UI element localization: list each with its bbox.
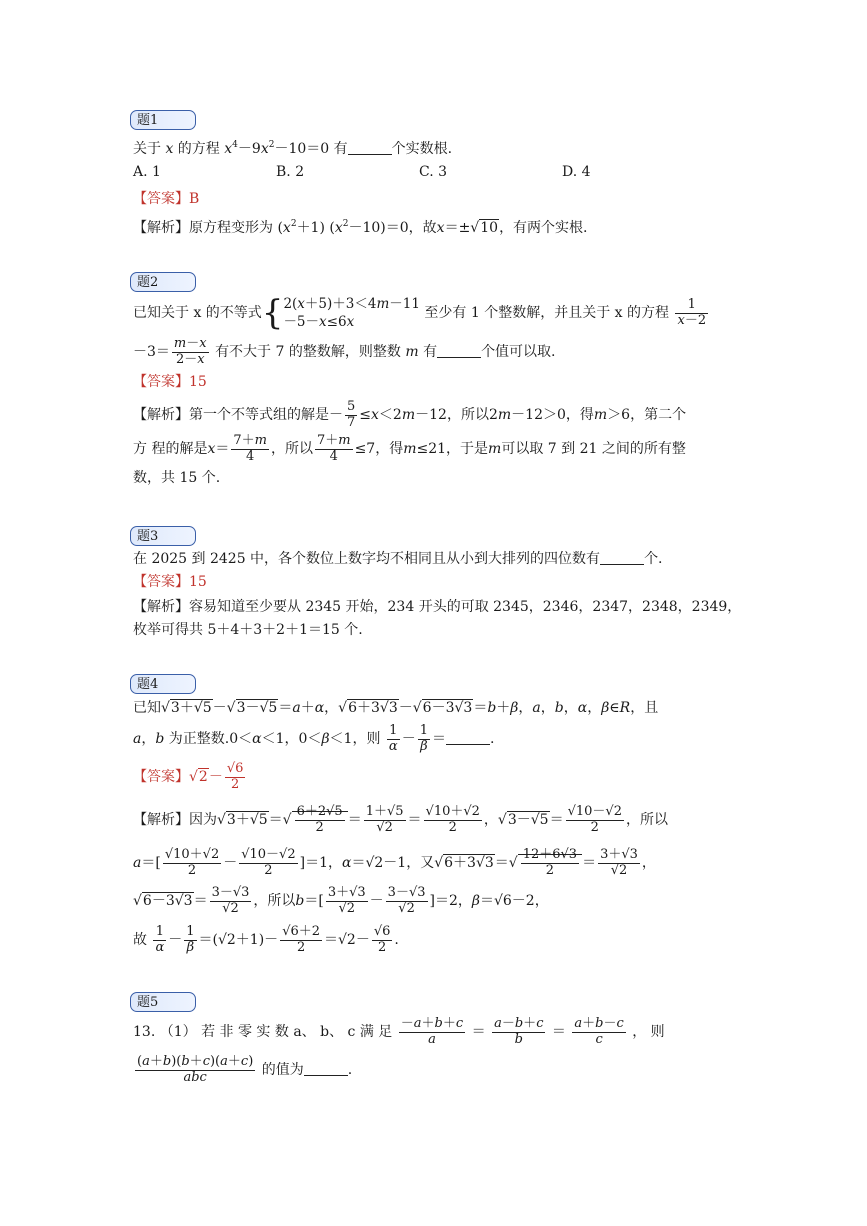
- q3-analysis-line2: 枚举可得共 5＋4＋3＋2＋1＝15 个.: [133, 622, 363, 638]
- question-tag-2: 题2: [130, 272, 196, 292]
- q2-analysis-line2: 方 程的解是x＝ $\frac{7+m}{4}$ ，所以 $\frac{7+m}{4}$ ≤7，得m≤21，于是m可以取 7 到 21 之间的所有整: [133, 432, 686, 464]
- q4-analysis-line2: a＝[ $\frac{√10+√2}{2}$ － $\frac{√10-√2}{2}$ ]＝1，α＝√2－1，又√6＋3√3＝√ $\frac{12+6√3}{2}$ ＝ $\frac{3+√3}{√2}$ ，: [133, 846, 656, 878]
- question-tag-5: 题5: [130, 992, 196, 1012]
- q1-stem: 关于 x 的方程 $x^4-9x^2-10=0$ 有 个实数根.: [133, 140, 453, 157]
- question-tag-4: 题4: [130, 674, 196, 694]
- q3-stem: 在 2025 到 2425 中，各个数位上数字均不相同且从小到大排列的四位数有 个.: [133, 551, 663, 567]
- q1-answer: 【答案】B: [133, 191, 200, 207]
- q1-analysis: 【解析】原方程变形为 $(x^2+1)$ $(x^2-10)=0$，故x＝±√10，有两个实根.: [133, 219, 588, 236]
- q4-analysis-line4: 故 $\frac{1}{\alpha}$ － $\frac{1}{\beta}$ ＝(√2＋1)－ $\frac{√6+2}{2}$ ＝√2－ $\frac{√6}{2}$ .: [133, 923, 399, 955]
- q1-options: [133, 162, 705, 182]
- q2-stem-line2: －3＝ $\frac{m-x}{2-x}$ 有不大于 7 的整数解，则整数 m 有 个值可以取.: [133, 335, 556, 367]
- q5-stem-line2: $\frac{(a+b)(b+c)(a+c)}{\text{abc}}$ 的值为 .: [137, 1053, 353, 1085]
- q4-analysis-line1: 【解析】因为√3＋√5＝√ $\frac{6+2√5}{2}$ ＝ $\frac{1+√5}{√2}$ ＝ $\frac{√10+√2}{2}$ ，√3－√5＝ $\frac{√10-√2}{2}$ ，所以: [133, 803, 668, 835]
- option-c: C. 3: [419, 164, 448, 180]
- q2-analysis-line3: 数，共 15 个.: [133, 470, 221, 486]
- option-a: A. 1: [133, 164, 161, 180]
- q4-answer: 【答案】√2－ $\frac{√6}{2}$: [133, 760, 244, 792]
- q4-analysis-line3: √6－3√3＝ $\frac{3-√3}{√2}$ ，所以b＝[ $\frac{3+√3}{√2}$ － $\frac{3-√3}{√2}$ ]＝2，β＝√6－2，: [133, 884, 549, 916]
- q3-answer: 【答案】15: [133, 574, 207, 590]
- option-d: D. 4: [562, 164, 591, 180]
- q2-answer: 【答案】15: [133, 374, 207, 390]
- q3-analysis-line1: 【解析】容易知道至少要从 2345 开始，234 开头的可取 2345，2346，2347，2348，2349，: [133, 599, 742, 615]
- q5-stem-line1: 13. （1） 若 非 零 实 数 a、 b、 c 满 足 $\frac{-a+b+c}{a}$ ＝ $\frac{a-b+c}{b}$ ＝ $\frac{a+b-c}{c}$ ， 则: [133, 1015, 665, 1047]
- answer-blank: [348, 141, 392, 155]
- q2-stem-line1: 已知关于 x 的不等式{ 2(x＋5)＋3＜4m－11 －5－x≤6x 至少有 1 个整数解，并且关于 x 的方程 $\frac{1}{x-2}$: [133, 293, 707, 333]
- question-tag-3: 题3: [130, 526, 196, 546]
- q4-stem-line1: 已知√3＋√5－√3－√5＝a＋α，√6＋3√3－√6－3√3＝b＋β，a，b，α，β∈R，且: [133, 700, 659, 716]
- q2-analysis-line1: 【解析】第一个不等式组的解是－ $\frac{5}{7}$ ≤x＜2m－12，所以2m－12＞0，得m＞6，第二个: [133, 398, 687, 430]
- q4-stem-line2: a，b 为正整数.0＜α＜1，0＜β＜1，则 $\frac{1}{\alpha}$ － $\frac{1}{\beta}$ ＝ .: [133, 722, 495, 754]
- option-b: B. 2: [276, 164, 305, 180]
- question-tag-1: 题1: [130, 110, 196, 130]
